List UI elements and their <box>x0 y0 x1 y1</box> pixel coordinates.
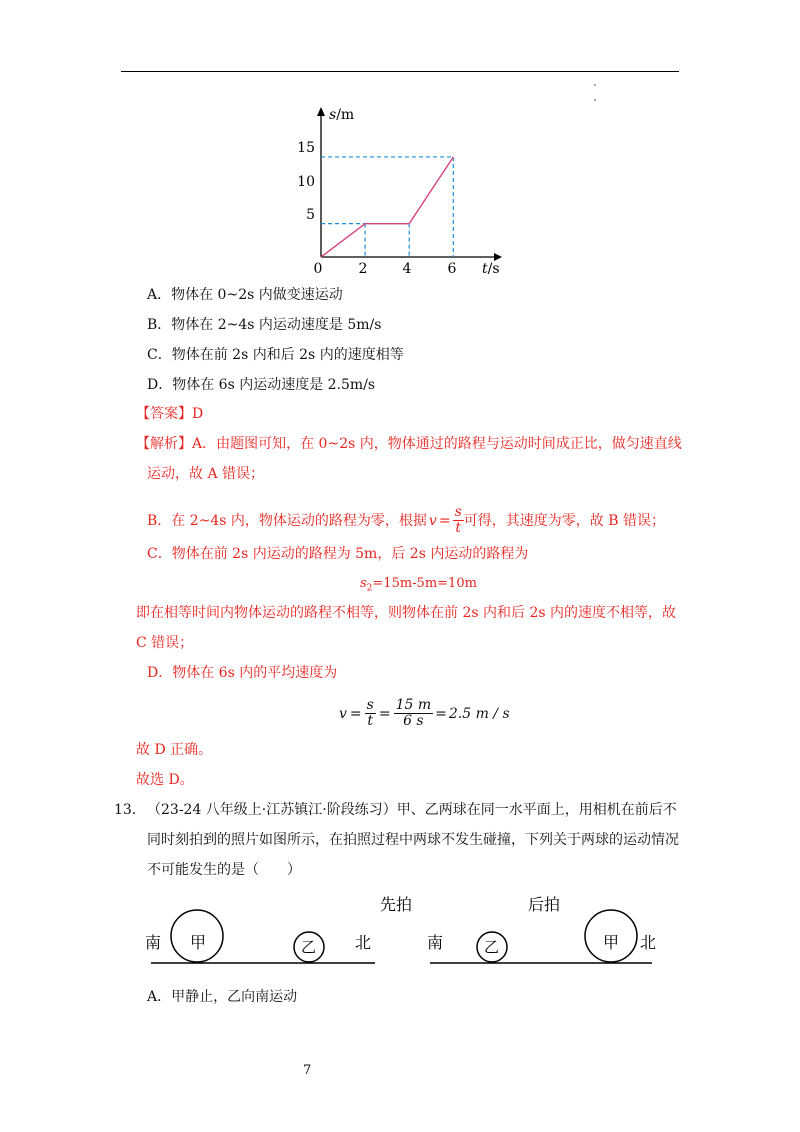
option-c: C．物体在前 2s 内和后 2s 内的速度相等 <box>147 347 404 363</box>
question-text: （23-24 八年级上·江苏镇江·阶段练习）甲、乙两球在同一水平面上，用相机在前后不 <box>147 802 677 818</box>
equation-subscript: 2 <box>366 583 373 594</box>
equation-rest: =15m-5m=10m <box>372 576 477 591</box>
equation-denominator: t <box>367 713 374 729</box>
analysis-line-with-formula <box>147 505 665 536</box>
formula-equals: = <box>438 512 451 529</box>
equation-numerator: s <box>366 697 374 713</box>
analysis-line: 运动，故 A 错误； <box>147 466 265 482</box>
equation-variable: s <box>360 576 367 591</box>
north-label: 北 <box>355 933 372 952</box>
analysis-line: 【解析】A．由题图可知，在 0~2s 内，物体通过的路程与运动时间成正比，做匀速直线 <box>136 436 682 452</box>
y-tick-label: 15 <box>297 140 315 156</box>
option-b: B．物体在 2~4s 内运动速度是 5m/s <box>147 317 382 333</box>
first-photo-title: 先拍 <box>380 895 413 914</box>
equation-numerator: 15 m <box>395 697 432 713</box>
south-label: 南 <box>427 933 444 952</box>
formula-denominator: t <box>455 520 461 536</box>
average-speed-equation <box>339 698 510 729</box>
x-tick-label: 4 <box>402 261 412 277</box>
x-tick-label: 2 <box>358 261 368 277</box>
series-layer <box>321 157 453 257</box>
analysis-line: C．物体在前 2s 内运动的路程为 5m，后 2s 内运动的路程为 <box>147 546 529 562</box>
formula-variable: v <box>428 512 437 529</box>
formula-fraction <box>453 505 464 536</box>
series-segment <box>409 157 453 224</box>
two-balls-figure <box>140 888 670 978</box>
answer-label: 【答案】D <box>136 406 204 422</box>
equation-equals: = <box>349 705 362 722</box>
equation-fraction <box>394 698 434 729</box>
analysis-line: 故 D 正确。 <box>136 742 213 758</box>
analysis-line: D．物体在 6s 内的平均速度为 <box>147 665 338 681</box>
q13-option-a: A．甲静止，乙向南运动 <box>147 989 298 1005</box>
south-label: 南 <box>145 933 162 952</box>
equation-s2 <box>360 575 477 598</box>
formula-numerator: s <box>454 504 462 520</box>
equation-fraction <box>365 698 376 729</box>
equation-variable: v <box>339 705 347 722</box>
analysis-text: 可得，其速度为零，故 B 错误； <box>463 512 665 529</box>
equation-denominator: 6 s <box>403 713 424 729</box>
equation-equals: = <box>435 705 447 722</box>
x-tick-label: 0 <box>313 261 323 277</box>
series-segment <box>321 224 365 257</box>
x-axis-label: t/s <box>482 261 500 277</box>
ball-yi-label: 乙 <box>301 938 317 956</box>
analysis-line: 故选 D。 <box>136 772 194 788</box>
y-axis-arrow <box>317 107 325 116</box>
s-t-graph <box>297 100 520 280</box>
analysis-line: C 错误； <box>136 635 194 651</box>
header-rule <box>121 71 679 72</box>
analysis-line: 即在相等时间内物体运动的路程不相等，则物体在前 2s 内和后 2s 内的速度不相等，故 <box>136 605 676 621</box>
north-label: 北 <box>640 933 657 952</box>
question-text: 不可能发生的是（ ） <box>147 862 301 878</box>
option-d: D．物体在 6s 内运动速度是 2.5m/s <box>147 377 376 393</box>
analysis-text: B．在 2~4s 内，物体运动的路程为零，根据 <box>147 512 427 529</box>
ball-yi-label: 乙 <box>484 938 500 956</box>
ball-jia-label: 甲 <box>603 933 620 952</box>
x-axis-arrow <box>494 253 502 261</box>
equation-result: 2.5 m / s <box>448 705 510 722</box>
second-photo-title: 后拍 <box>528 895 561 914</box>
decorative-dot <box>594 84 596 86</box>
y-axis-label: s/m <box>329 107 355 123</box>
question-text: 同时刻拍到的照片如图所示，在拍照过程中两球不发生碰撞，下列关于两球的运动情况 <box>147 832 679 848</box>
y-tick-label: 5 <box>306 207 315 223</box>
y-tick-label: 10 <box>297 174 315 190</box>
x-tick-label: 6 <box>447 261 457 277</box>
option-a: A．物体在 0~2s 内做变速运动 <box>147 287 343 303</box>
decorative-dot <box>594 99 596 101</box>
question-number: 13． <box>114 802 146 818</box>
ball-jia-label: 甲 <box>190 933 207 952</box>
equation-equals: = <box>378 705 391 722</box>
page-number: 7 <box>303 1063 312 1078</box>
